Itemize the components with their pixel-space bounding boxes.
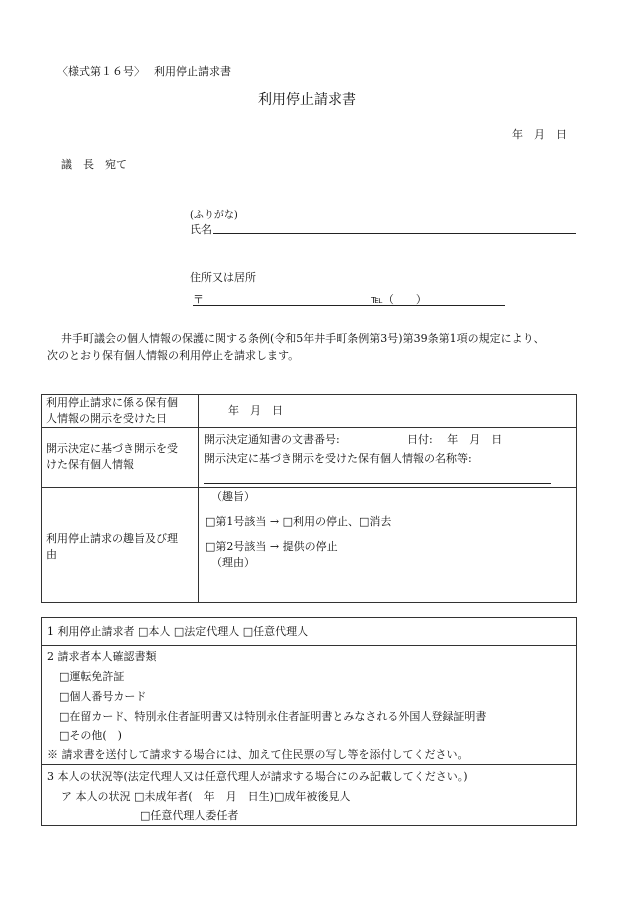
table-row-divider [41, 487, 577, 488]
requester-type-options[interactable]: 1 利用停止請求者 □本人 □法定代理人 □任意代理人 [47, 625, 309, 638]
notice-date-field[interactable]: 日付: 年 月 日 [407, 433, 503, 446]
clause2-checkbox[interactable]: □第2号該当 → 提供の停止 [205, 540, 338, 553]
disclosure-date-field[interactable]: 年 月 日 [228, 404, 283, 417]
principal-status-title: 3 本人の状況等(法定代理人又は任意代理人が請求する場合にのみ記載してください。) [47, 770, 468, 783]
id-docs-title: 2 請求者本人確認書類 [47, 650, 157, 663]
mail-note: ※ 請求書を送付して請求する場合には、加えて住民票の写し等を添付してください。 [47, 748, 469, 761]
info-name-field[interactable]: 開示決定に基づき開示を受けた保有個人情報の名称等: [204, 452, 472, 465]
row3-label-line2: 由 [46, 548, 57, 561]
row1-label-line2: 人情報の開示を受けた日 [46, 412, 167, 425]
other-doc-checkbox[interactable]: □その他( ) [59, 729, 122, 742]
clause1-checkbox[interactable]: □第1号該当 → □利用の停止、□消去 [205, 515, 392, 528]
table-divider [198, 394, 199, 603]
tel-label: ℡（ ） [371, 293, 427, 306]
table-row-divider [41, 764, 577, 765]
name-field[interactable] [213, 233, 576, 234]
row2-label-line2: けた保有個人情報 [46, 458, 134, 471]
page-title: 利用停止請求書 [258, 92, 356, 108]
row2-label-line1: 開示決定に基づき開示を受 [46, 442, 178, 455]
date-field[interactable]: 年 月 日 [512, 128, 567, 141]
intro-line-2: 次のとおり保有個人情報の利用停止を請求します。 [47, 349, 300, 362]
principal-status-options[interactable]: ア 本人の状況 □未成年者( 年 月 日生)□成年被後見人 [61, 790, 351, 803]
row3-label-line1: 利用停止請求の趣旨及び理 [46, 532, 178, 545]
residence-card-checkbox[interactable]: □在留カード、特別永住者証明書又は特別永住者証明書とみなされる外国人登録証明書 [59, 710, 487, 723]
purpose-label: （趣旨） [211, 490, 255, 503]
row1-label-line1: 利用停止請求に係る保有個 [46, 396, 178, 409]
reason-label: （理由） [211, 556, 255, 569]
table-row-divider [41, 427, 577, 428]
doc-number-field[interactable]: 開示決定通知書の文書番号: [204, 433, 340, 446]
address-label: 住所又は居所 [190, 271, 256, 284]
furigana-label: (ふりがな) [190, 210, 238, 221]
info-name-line [204, 483, 551, 484]
addressee: 議 長 宛て [61, 158, 127, 171]
postal-mark: 〒 [193, 293, 204, 306]
address-field[interactable] [193, 305, 505, 306]
table-row-divider [41, 645, 577, 646]
form-number: 〈様式第１６号〉 利用停止請求書 [57, 65, 231, 78]
intro-line-1: 井手町議会の個人情報の保護に関する条例(令和5年井手町条例第3号)第39条第1項の規定により、 [61, 332, 545, 345]
drivers-license-checkbox[interactable]: □運転免許証 [59, 670, 125, 683]
voluntary-agent-checkbox[interactable]: □任意代理人委任者 [140, 809, 239, 822]
name-label: 氏名 [190, 223, 212, 236]
my-number-card-checkbox[interactable]: □個人番号カード [59, 690, 147, 703]
